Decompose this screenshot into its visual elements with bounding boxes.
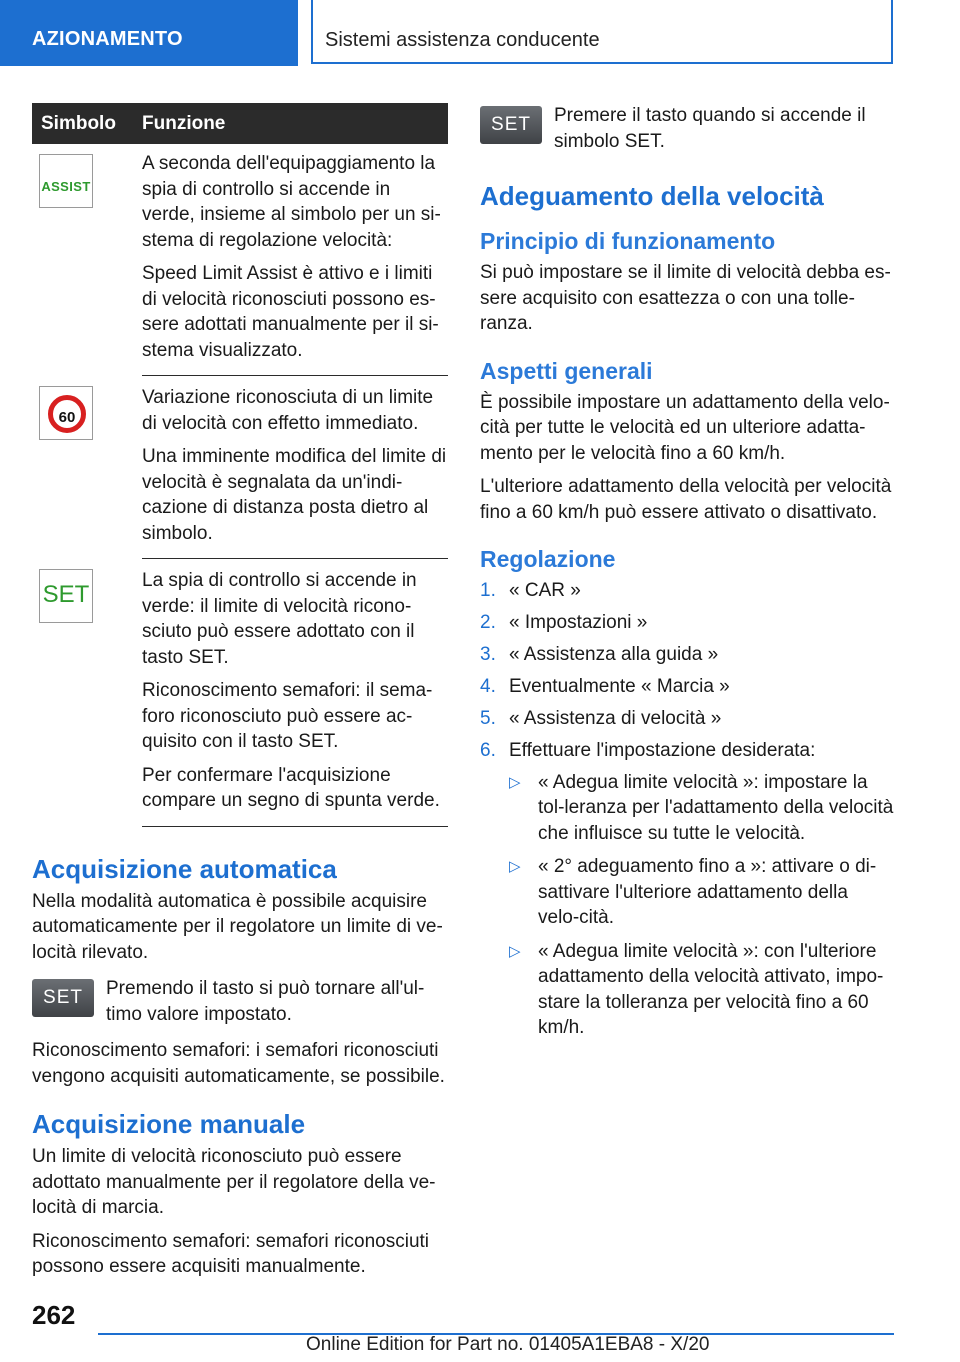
list-item <box>480 610 894 636</box>
step-text: Eventualmente « Marcia » <box>509 676 730 697</box>
function-text: Una imminente modifica del limite di velocità è segnalata da un'indi-cazione di distanza posta dietro al simbolo. <box>142 446 447 544</box>
set-key-note <box>480 103 894 154</box>
auto-acquisition-text: Nella modalità automatica è possibile acquisire automaticamente per il regolatore un limite di ve-locità rilevato. <box>32 890 443 963</box>
section-title: AZIONAMENTO <box>32 28 183 50</box>
step-number: 1. <box>480 580 496 601</box>
triangle-bullet-icon: ▷ <box>509 858 521 875</box>
speed-limit-sign-icon <box>39 386 93 440</box>
general-text: È possibile impostare un adattamento della velo-cità per tutte le velocità ed un ulteriore adatta-mento per le velocità fino a 60 km/h. <box>480 391 890 464</box>
traffic-light-manual-text: Riconoscimento semafori: semafori riconosciuti possono essere acquisiti manualmente. <box>32 1230 430 1277</box>
list-item <box>480 674 894 700</box>
function-text: Variazione riconosciuta di un limite di velocità con effetto immediato. <box>142 387 434 434</box>
setting-heading: Regolazione <box>480 546 616 572</box>
symbol-cell <box>32 559 142 827</box>
step-number: 5. <box>480 708 496 729</box>
function-text: Speed Limit Assist è attivo e i limiti di velocità riconosciuti possono es-sere adottati manualmente per il si-stema visualizzato. <box>142 263 439 361</box>
step-text: « CAR » <box>509 580 581 601</box>
page-number: 262 <box>32 1300 76 1330</box>
table-row <box>32 376 448 559</box>
speed-limit-value: 60 <box>58 408 76 426</box>
function-cell <box>142 559 448 827</box>
column-header-symbol: Simbolo <box>32 103 142 144</box>
list-item <box>509 770 894 847</box>
triangle-bullet-icon: ▷ <box>509 942 521 960</box>
table-row <box>32 559 448 827</box>
speed-adjustment-heading: Adeguamento della velocità <box>480 181 824 211</box>
list-item <box>480 738 894 1041</box>
auto-acquisition-heading: Acquisizione automatica <box>32 853 337 884</box>
function-text: Riconoscimento semafori: il sema-foro riconosciuto può essere ac-quisito con il tasto SET. <box>142 680 433 752</box>
sub-steps <box>509 770 894 1041</box>
set-key-icon: SET <box>32 979 94 1017</box>
symbol-table <box>32 103 448 827</box>
set-indicator-icon <box>39 569 93 623</box>
chapter-tab <box>311 0 893 64</box>
function-text: Per confermare l'acquisizione compare un segno di spunta verde. <box>142 764 440 811</box>
manual-acquisition-heading: Acquisizione manuale <box>32 1109 306 1139</box>
list-item <box>480 706 894 732</box>
traffic-light-auto-text: Riconoscimento semafori: i semafori riconosciuti vengono acquisiti automaticamente, se possibile. <box>32 1040 445 1087</box>
list-item <box>480 642 894 668</box>
substep-text: « Adegua limite velocità »: impostare la tol-leranza per l'adattamento della velocità che influisce su tutte le velocità. <box>538 771 894 844</box>
step-text: « Impostazioni » <box>509 612 648 633</box>
edition-footer: Online Edition for Part no. 01405A1EBA8 - X/20 <box>306 1334 710 1355</box>
manual-acquisition-text: Un limite di velocità riconosciuto può essere adottato manualmente per il regolatore della ve-locità di marcia. <box>32 1146 436 1218</box>
substep-text: « Adegua limite velocità »: con l'ulteriore adattamento della velocità attivato, impo-stare la tolleranza per velocità fino a 60 km/h. <box>538 940 884 1038</box>
set-key-icon: SET <box>480 106 542 144</box>
assist-icon <box>39 154 93 208</box>
triangle-bullet-icon: ▷ <box>509 773 521 791</box>
function-text: A seconda dell'equipaggiamento la spia di controllo si accende in verde, insieme al simbolo per un si-stema di regolazione velocità: <box>142 153 441 251</box>
symbol-cell <box>32 376 142 559</box>
step-number: 3. <box>480 644 496 665</box>
table-row <box>32 144 448 376</box>
function-cell <box>142 376 448 559</box>
set-key-note-text: Premere il tasto quando si accende il simbolo SET. <box>554 105 866 152</box>
step-number: 4. <box>480 676 496 697</box>
table-header-row <box>32 103 448 144</box>
set-key-note-text: Premendo il tasto si può tornare all'ul-timo valore impostato. <box>106 978 425 1025</box>
step-number: 6. <box>480 740 496 761</box>
step-text: Effettuare l'impostazione desiderata: <box>509 740 816 761</box>
step-text: « Assistenza di velocità » <box>509 708 722 729</box>
symbol-cell <box>32 144 142 376</box>
step-number: 2. <box>480 612 496 633</box>
right-column <box>480 103 894 1049</box>
list-item <box>509 854 894 931</box>
list-item <box>509 939 894 1041</box>
function-text: La spia di controllo si accende in verde: il limite di velocità ricono-sciuto può essere adottato con il tasto SET. <box>142 570 417 668</box>
left-column <box>32 103 448 1280</box>
column-header-function: Funzione <box>142 103 448 144</box>
section-tab[interactable] <box>0 0 298 66</box>
function-cell <box>142 144 448 376</box>
substep-text: « 2° adeguamento fino a »: attivare o di-sattivare l'ulteriore adattamento della velo-cità. <box>538 856 877 928</box>
general-heading: Aspetti generali <box>480 357 653 384</box>
set-key-note <box>32 976 448 1027</box>
principle-text: Si può impostare se il limite di velocità debba es-sere acquisito con esattezza o con una tolle-ranza. <box>480 262 891 334</box>
list-item <box>480 578 894 604</box>
step-text: « Assistenza alla guida » <box>509 644 719 665</box>
general-text: L'ulteriore adattamento della velocità per velocità fino a 60 km/h può essere attivato o disattivato. <box>480 476 892 523</box>
assist-icon-label: ASSIST <box>41 179 91 194</box>
setting-steps <box>480 578 894 1041</box>
set-indicator-label: SET <box>42 580 90 608</box>
chapter-title: Sistemi assistenza conducente <box>325 29 600 51</box>
principle-heading: Principio di funzionamento <box>480 228 776 254</box>
